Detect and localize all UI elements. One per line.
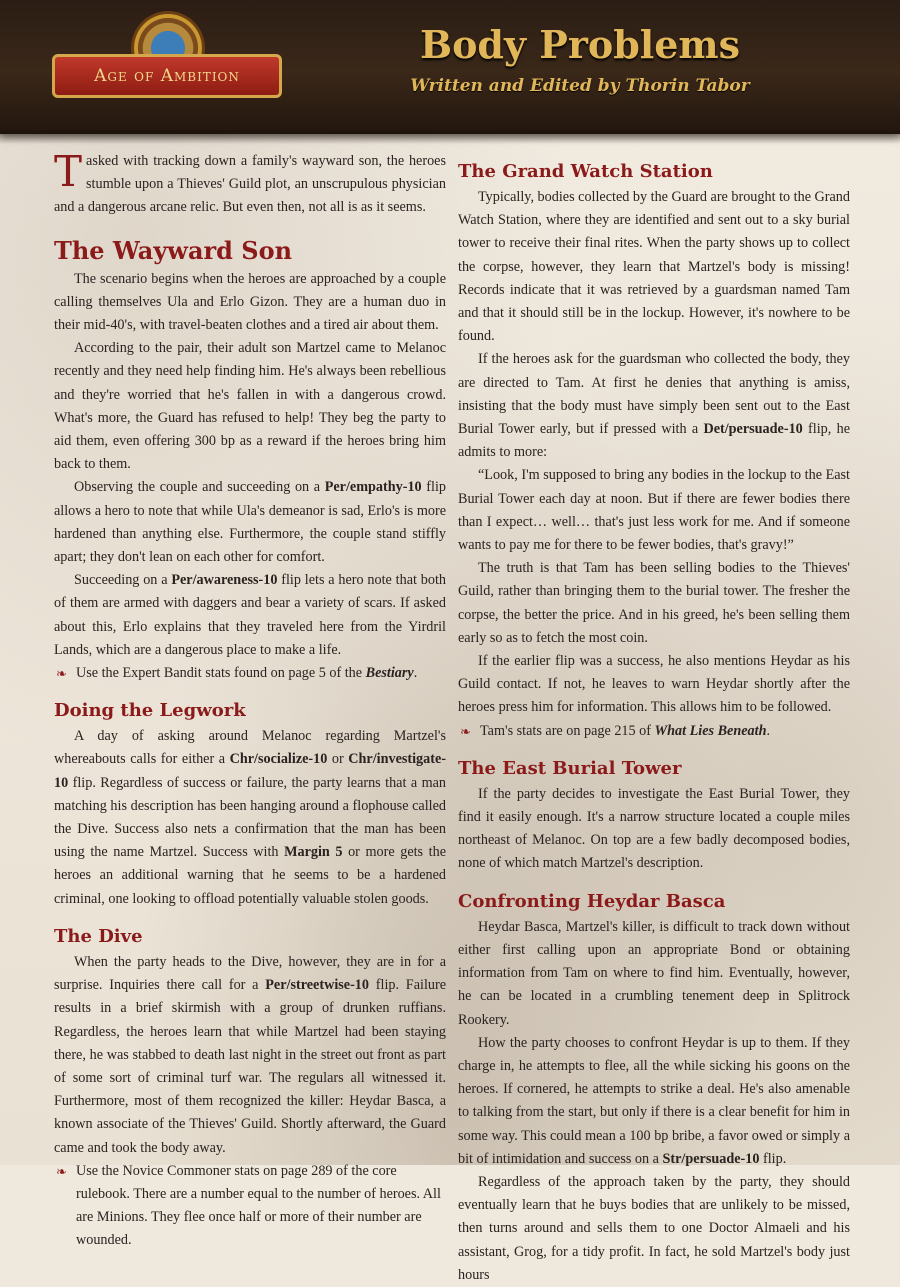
logo-banner [52,54,282,98]
page-header [0,0,900,134]
intro-paragraph [54,147,446,220]
page-subtitle: Written and Edited by Thorin Tabor [410,76,750,96]
text: flip. [759,1150,787,1167]
flip-term: Per/awareness-10 [171,572,278,589]
paragraph: Regardless of the approach taken by the party, they should eventually learn that he buys bodies that are unlikely to be missed, then turns around and sells them to one Doctor Almaeli and his assistant, Grog, for a tidy profit. In fact, he sold Martzel's body just hours [458,1173,850,1283]
age-of-ambition-logo [52,14,282,114]
text: flip lets a hero note that both of them are armed with daggers and bear a variety of scars. If asked about this, Erlo explains that they traveled here from the Yirdril Lands, which are a dangerous place to make a life. [54,572,446,658]
section-heading-wayward-son: The Wayward Son [54,235,293,265]
text: Use the Novice Commoner stats on page 289 of the core rulebook. There are a number equal to the number of heroes. All are Minions. They flee once half or more of their number are wounded. [76,1162,441,1249]
paragraph: The truth is that Tam has been selling bodies to the Thieves' Guild, rather than bringing them to the burial tower. The fresher the corpse, the better the price. And in his greed, he's been selling them early so as to fetch the most coin. [458,560,850,646]
text: A day of asking around Melanoc regarding Martzel's whereabouts calls for either a [54,728,446,768]
text: flip. Regardless of success or failure, the party learns that a man matching his description has been hanging around a flophouse called the Dive. Success also nets a confirmation that the man has been using the name Martzel. Success with [54,774,446,861]
book-reference: Bestiary [365,665,414,682]
flip-term: Per/empathy-10 [324,479,422,496]
fleur-bullet-icon: ❧ [460,723,471,739]
paragraph: According to the pair, their adult son Martzel came to Melanoc recently and they need help finding him. He's always been rebellious and they're worried that he's fallen in with a dangerous crowd. What's more, the Guard has refused to help! They beg the party to aid them, even offering 300 bp as a reward if the heroes bring him back to them. [54,340,446,473]
text: Succeeding on a [74,572,172,589]
flip-term: Str/persuade-10 [662,1150,760,1167]
section-heading-confronting-heydar: Confronting Heydar Basca [458,890,726,912]
stat-note [54,1160,446,1253]
text: When the party heads to the Dive, however, they are in for a surprise. Inquiries there call for a [54,953,446,994]
text: Observing the couple and succeeding on a [74,479,325,496]
drop-cap: T [54,147,83,196]
paragraph [54,725,446,911]
intro-text: asked with tracking down a family's wayward son, the heroes stumble upon a Thieves' Guild plot, an unscrupulous physician and a dangerous arcane relic. But even then, not all is as it seems. [54,153,446,216]
text: or [327,751,349,768]
text: flip, he admits to more: [458,421,850,461]
paragraph: Typically, bodies collected by the Guard are brought to the Grand Watch Station, where they are identified and sent out to a sky burial tower to receive their final rites. When the party shows up to collect the corpse, however, they learn that Martzel's body is missing! Records indicate that it was retrieved by a guardsman named Tam and that it should still be in the lockup. However, it's nowhere to be found. [458,189,850,345]
section-heading-legwork: Doing the Legwork [54,700,246,722]
section-heading-dive: The Dive [54,925,143,947]
quote-paragraph: “Look, I'm supposed to bring any bodies in the lockup to the East Burial Tower each day at noon. But if there are fewer bodies there than I expect… well… that's just less work for me. And if someone wants to pay me for there to be fewer bodies, that's gravy!” [458,467,850,554]
text: flip allows a hero to note that while Ula's demeanor is sad, Erlo's is more hardened than anything else. Furthermore, the couple stand stiffly apart; they don't lean on each other for comfort. [54,479,446,566]
paragraph [54,569,446,662]
paragraph: The scenario begins when the heroes are approached by a couple calling themselves Ula and Erlo Gizon. They are a human duo in their mid-40's, with travel-beaten clothes and a tired air about them. [54,270,446,334]
text: Tam's stats are on page 215 of [480,722,655,739]
section-heading-grand-watch: The Grand Watch Station [458,161,713,182]
paragraph [54,476,446,569]
flip-term: Chr/socialize-10 [229,751,328,768]
text: . [413,665,418,682]
paragraph: If the party decides to investigate the East Burial Tower, they find it easily enough. It's a narrow structure located a couple miles northeast of Melanoc. On top are a few badly decomposed bodies, none of which match Martzel's description. [458,785,850,872]
fleur-bullet-icon: ❧ [56,1163,67,1179]
left-column [54,147,446,1253]
paragraph [458,348,850,464]
paragraph: If the earlier flip was a success, he also mentions Heydar as his Guild contact. If not, he leaves to warn Heydar shortly after the heroes press him for information. This allows him to be followed. [458,653,850,716]
text: If the heroes ask for the guardsman who collected the body, they are directed to Tam. At first he denies that anything is amiss, insisting that the body must have simply been sent out to the East Burial Tower early, but if pressed with a [458,351,850,438]
right-column [458,150,850,1287]
stat-note [54,662,446,685]
section-heading-burial-tower: The East Burial Tower [458,757,682,779]
text: or more gets the heroes an additional warning that he seems to be a hardened criminal, one looking to offload potentially valuable stolen goods. [54,844,446,907]
text: . [766,722,771,739]
fleur-bullet-icon: ❧ [56,666,67,682]
stat-note [458,720,850,743]
text: flip. Failure results in a brief skirmish with a group of drunken ruffians. Regardless, the heroes learn that while Martzel had been staying there, he was stabbed to death last night in the street out front as part of some sort of criminal turf war. The regulars all witnessed it. Furthermore, most of them recognized the killer: Heydar Basca, a known associate of the Thieves' Guild. Shortly afterward, the Guard came and took the body away. [54,977,446,1156]
book-reference: What Lies Beneath [654,722,767,739]
paragraph: Heydar Basca, Martzel's killer, is difficult to track down without either first calling upon an appropriate Bond or obtaining information from Tam on where to find him. Eventually, however, he can be located in a crumbling tenement deep in Splitrock Rookery. [458,918,850,1028]
text: How the party chooses to confront Heydar is up to them. If they charge in, he attempts to flee, all the while sicking his goons on the heroes. If cornered, he attempts to strike a deal. He's also amenable to talking from the start, but only if there is a clear benefit for him in some way. This could mean a 100 bp bribe, a favor owed or simply a bit of intimidation and success on a [458,1034,850,1167]
page-title: Body Problems [419,22,741,67]
flip-term: Per/streetwise-10 [265,977,369,994]
paragraph [54,951,446,1160]
text: Use the Expert Bandit stats found on page 5 of the [76,665,366,682]
flip-term: Det/persuade-10 [703,421,803,438]
margin-term: Margin 5 [284,844,343,861]
paragraph [458,1032,850,1171]
logo-text: Age of Ambition [94,66,240,86]
flip-term: Chr/investigate-10 [54,751,446,791]
